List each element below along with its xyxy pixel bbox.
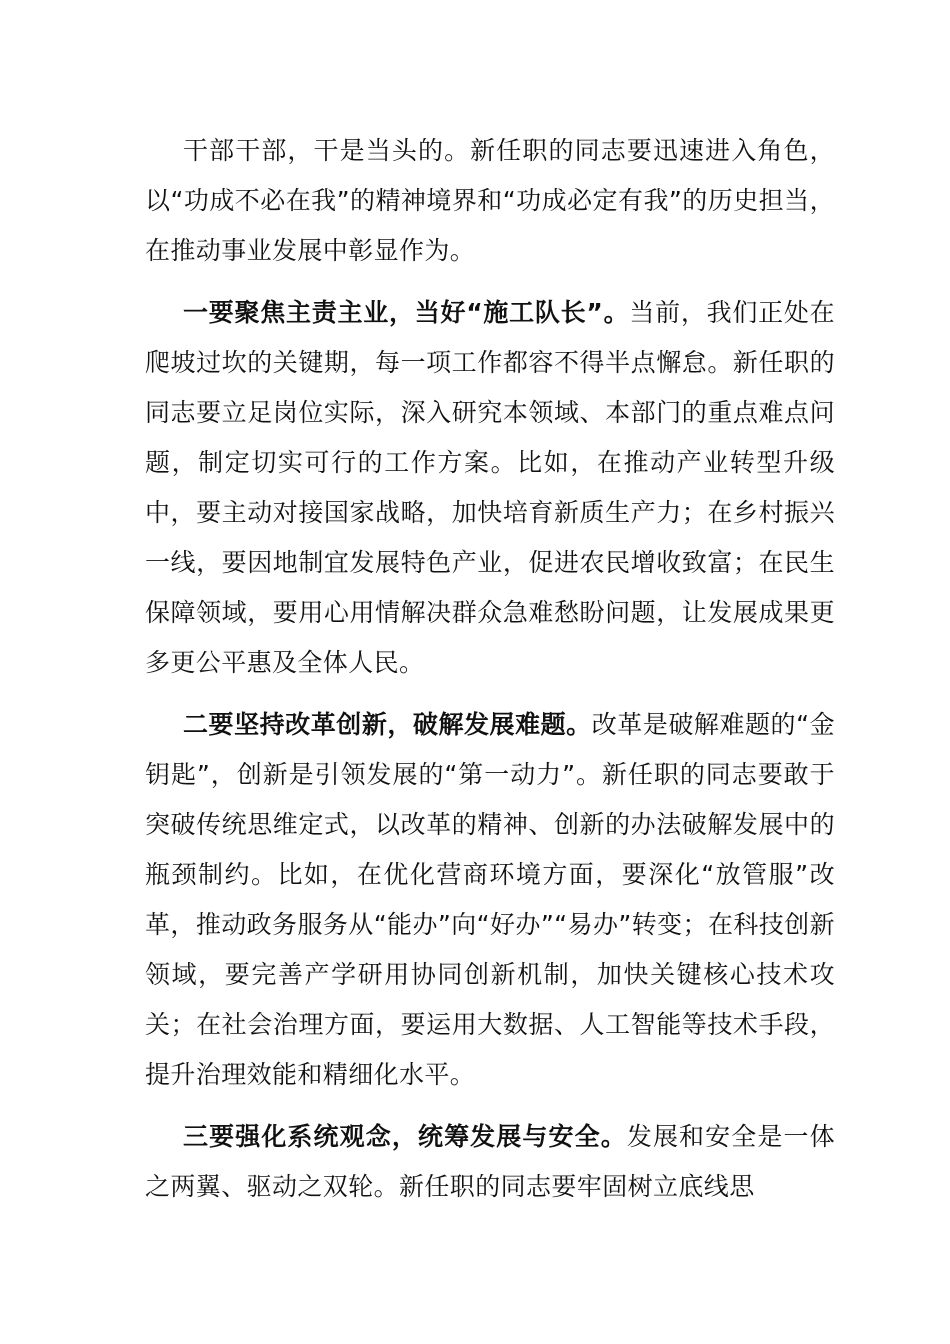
paragraph-point-one [145, 288, 835, 688]
paragraph-text: 干部干部，干是当头的。新任职的同志要迅速进入角色，以“功成不必在我”的精神境界和“功成必定有我”的历史担当，在推动事业发展中彰显作为。 [145, 136, 835, 265]
paragraph-lead: 三要强化系统观念，统筹发展与安全。 [183, 1122, 627, 1151]
paragraph-point-three [145, 1112, 835, 1212]
paragraph-text: 当前，我们正处在爬坡过坎的关键期，每一项工作都容不得半点懈怠。新任职的同志要立足岗位实际，深入研究本领域、本部门的重点难点问题，制定切实可行的工作方案。比如，在推动产业转型升级中，要主动对接国家战略，加快培育新质生产力；在乡村振兴一线，要因地制宜发展特色产业，促进农民增收致富；在民生保障领域，要用心用情解决群众急难愁盼问题，让发展成果更多更公平惠及全体人民。 [145, 298, 835, 677]
paragraph-point-two [145, 700, 835, 1100]
document-body [145, 126, 835, 1212]
paragraph-intro [145, 126, 835, 276]
paragraph-text: 改革是破解难题的“金钥匙”，创新是引领发展的“第一动力”。新任职的同志要敢于突破传统思维定式，以改革的精神、创新的办法破解发展中的瓶颈制约。比如，在优化营商环境方面，要深化“放管服”改革，推动政务服务从“能办”向“好办”“易办”转变；在科技创新领域，要完善产学研用协同创新机制，加快关键核心技术攻关；在社会治理方面，要运用大数据、人工智能等技术手段，提升治理效能和精细化水平。 [145, 710, 835, 1089]
paragraph-text: 发展和安全是一体之两翼、驱动之双轮。新任职的同志要牢固树立底线思 [145, 1122, 835, 1201]
paragraph-lead: 一要聚焦主责主业，当好“施工队长”。 [183, 298, 630, 327]
paragraph-lead: 二要坚持改革创新，破解发展难题。 [183, 710, 592, 739]
